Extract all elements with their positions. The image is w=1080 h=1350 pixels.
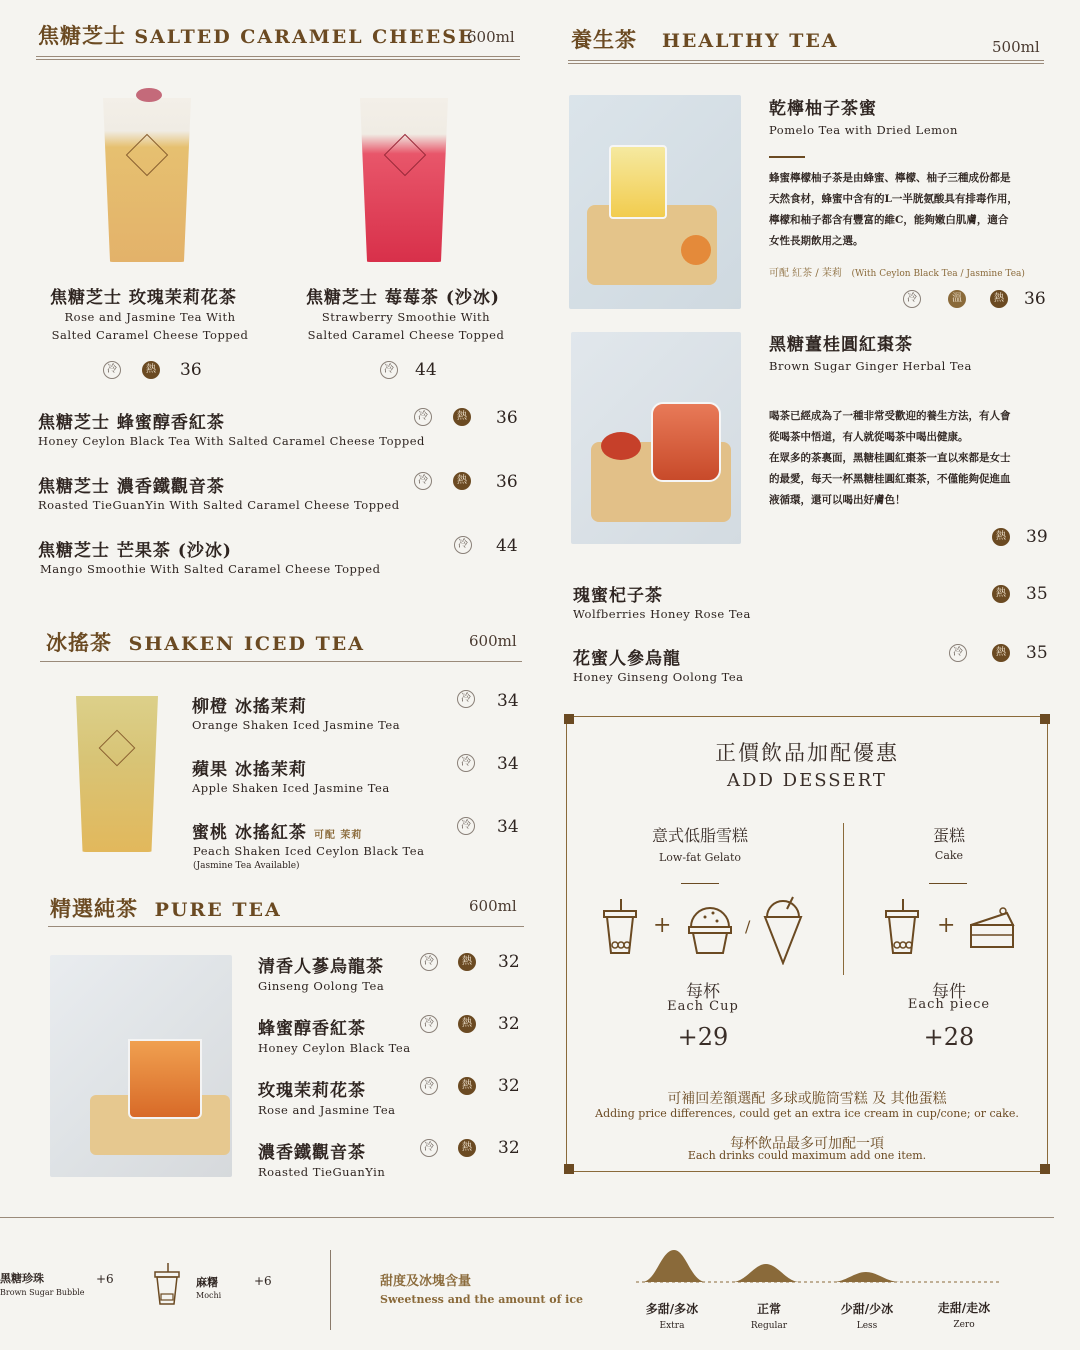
item-name-en: Salted Caramel Cheese Topped [51, 328, 249, 342]
cold-icon: 冷 [457, 754, 475, 772]
dessert-note2-zh: 每杯飲品最多可加配一項 [730, 1136, 884, 1152]
item-price: 34 [497, 817, 519, 837]
item-price: 32 [498, 1076, 520, 1096]
salted-title-zh: 焦糖芝士 [38, 23, 126, 48]
plus-sign: + [937, 913, 956, 938]
item-name-zh: 焦糖芝士 玫瑰茉莉花茶 [50, 288, 237, 308]
healthy-title-en: HEALTHY TEA [661, 30, 839, 52]
sweetness-title-en: Sweetness and the amount of ice [380, 1293, 584, 1306]
item-name-zh [192, 818, 362, 843]
shaken-title-en: SHAKEN ICED TEA [128, 633, 365, 655]
bubble-name-zh: 黑糖珍珠 [0, 1272, 44, 1285]
desc-line: 液循環，還可以喝出好膚色！ [769, 494, 906, 506]
level-less-en: Less [856, 1321, 878, 1331]
cold-icon: 冷 [420, 953, 438, 971]
brown-name-zh: 黑糖薑桂圓紅棗茶 [769, 335, 913, 355]
pomelo-name-en: Pomelo Tea with Dried Lemon [769, 123, 958, 137]
dessert-note1-en: Adding price differences, could get an extra ice cream in cup/cone; or cake. [595, 1107, 1019, 1120]
healthy-divider [568, 60, 1044, 64]
extra-sweet-curve [642, 1250, 706, 1282]
item-name-en: Honey Ceylon Black Tea With Salted Caramel Cheese Topped [38, 434, 425, 448]
item-name-zh: 焦糖芝士 莓莓茶 (沙冰) [306, 288, 500, 308]
dried-lemon-image [681, 235, 711, 265]
dessert-title-en: ADD DESSERT [727, 770, 887, 791]
cold-icon: 冷 [420, 1139, 438, 1157]
gelato-name-en: Low-fat Gelato [658, 851, 742, 864]
regular-sweet-curve [732, 1264, 800, 1282]
warm-icon: 溫 [948, 290, 966, 308]
cake-name-zh: 蛋糕 [932, 826, 965, 845]
item-name-en: Peach Shaken Iced Ceylon Black Tea [193, 844, 425, 858]
option-en: (With Ceylon Black Tea / Jasmine Tea) [851, 269, 1025, 279]
pure-divider [48, 926, 524, 927]
footer-vertical-divider [330, 1250, 331, 1330]
pomelo-name-zh: 乾檸柚子茶蜜 [769, 99, 877, 119]
item-name-zh: 焦糖芝士 芒果茶 (沙冰) [38, 541, 232, 561]
cold-icon: 冷 [420, 1015, 438, 1033]
item-name-en: Mango Smoothie With Salted Caramel Cheese Topped [40, 562, 381, 576]
pure-title-zh: 精選純茶 [50, 896, 138, 921]
item-name-en: Salted Caramel Cheese Topped [307, 328, 505, 342]
cold-icon: 冷 [457, 690, 475, 708]
sweetness-title-zh: 甜度及冰塊含量 [380, 1274, 472, 1289]
cold-icon: 冷 [903, 290, 921, 308]
option-zh: 可配 紅茶 / 茉莉 [769, 268, 842, 279]
cold-icon: 冷 [414, 472, 432, 490]
pomelo-option [769, 264, 1025, 279]
cold-icon: 冷 [414, 408, 432, 426]
item-name-zh: 柳橙 冰搖茉莉 [192, 697, 307, 717]
item-price: 35 [1026, 584, 1048, 604]
item-name-en: Rose and Jasmine Tea With [64, 310, 236, 324]
corner-ornament [564, 1164, 574, 1174]
shaken-section-title [46, 627, 365, 657]
mochi-name-zh: 麻糬 [196, 1276, 218, 1289]
item-name-zh: 玫瑰茉莉花茶 [258, 1081, 366, 1101]
cold-icon: 冷 [380, 361, 398, 379]
healthy-section-title [571, 24, 839, 54]
slash-sign: / [745, 917, 751, 936]
item-name-en: Roasted TieGuanYin With Salted Caramel Cheese Topped [38, 498, 400, 512]
item-price: 32 [498, 1014, 520, 1034]
hot-icon: 熱 [458, 1077, 476, 1095]
mochi-price: +6 [254, 1274, 272, 1288]
level-zero-en: Zero [953, 1320, 975, 1330]
rose-petals-image [136, 88, 162, 102]
desc-line: 從喝茶中悟道，有人就從喝茶中喝出健康。 [769, 431, 969, 443]
brown-description [769, 406, 1051, 511]
corner-ornament [564, 714, 574, 724]
per-piece-zh: 每件 [932, 982, 966, 1002]
hot-icon: 熱 [453, 472, 471, 490]
hot-icon: 熱 [458, 1015, 476, 1033]
short-divider [929, 883, 967, 884]
level-extra-en: Extra [659, 1321, 685, 1331]
bubble-tea-cup-icon [881, 897, 923, 957]
level-regular-zh: 正常 [756, 1302, 781, 1316]
desc-line: 檸檬和柚子都含有豐富的維C，能夠嫩白肌膚，適合 [769, 214, 1009, 226]
item-name-en: Orange Shaken Iced Jasmine Tea [192, 718, 401, 732]
hot-icon: 熱 [990, 290, 1008, 308]
plus-sign: + [653, 913, 672, 938]
cold-icon: 冷 [103, 361, 121, 379]
level-less-zh: 少甜/少冰 [840, 1302, 894, 1316]
item-name-en: Wolfberries Honey Rose Tea [573, 607, 751, 621]
brown-sugar-tea-photo [571, 332, 741, 544]
item-name-en: Ginseng Oolong Tea [258, 979, 385, 993]
strawberry-cup-image [360, 98, 448, 262]
per-piece-en: Each piece [907, 997, 991, 1012]
pure-title-en: PURE TEA [154, 899, 282, 921]
cold-icon: 冷 [454, 536, 472, 554]
item-name-en: Roasted TieGuanYin [258, 1165, 386, 1179]
corner-ornament [1040, 1164, 1050, 1174]
tea-glass-image [128, 1039, 202, 1119]
bubble-price: +6 [96, 1272, 114, 1286]
item-price: 36 [496, 408, 518, 428]
hot-icon: 熱 [458, 1139, 476, 1157]
item-name-zh: 濃香鐵觀音茶 [258, 1143, 366, 1163]
caramel-rose-cup-image [103, 98, 191, 262]
item-name-zh: 焦糖芝士 蜂蜜醇香紅茶 [38, 413, 225, 433]
tea-glass-image [609, 145, 667, 219]
item-price: 39 [1026, 527, 1048, 547]
item-price: 35 [1026, 643, 1048, 663]
hot-icon: 熱 [992, 644, 1010, 662]
vertical-divider [843, 823, 844, 975]
dessert-title-zh: 正價飲品加配優惠 [715, 741, 899, 765]
item-price: 44 [496, 536, 518, 556]
cold-icon: 冷 [420, 1077, 438, 1095]
footer-divider [0, 1217, 1054, 1218]
item-name-en: Rose and Jasmine Tea [258, 1103, 396, 1117]
item-price: 34 [497, 691, 519, 711]
tea-glass-image [651, 402, 721, 482]
hot-icon: 熱 [458, 953, 476, 971]
desc-line: 的最愛，每天一杯黑糖桂圓紅棗茶，不僅能夠促進血 [769, 473, 1011, 485]
shaken-divider [40, 661, 522, 662]
per-piece-price: +28 [923, 1023, 975, 1051]
hot-icon: 熱 [453, 408, 471, 426]
short-divider [681, 883, 719, 884]
mochi-cup-icon [152, 1262, 182, 1306]
goji-berries-image [601, 432, 641, 460]
brown-name-en: Brown Sugar Ginger Herbal Tea [769, 359, 972, 373]
mochi-name-en: Mochi [196, 1291, 222, 1300]
salted-title-en: SALTED CARAMEL CHEESE [134, 26, 475, 48]
shaken-title-zh: 冰搖茶 [46, 630, 112, 655]
item-name-en: Strawberry Smoothie With [321, 310, 491, 324]
pure-section-title [50, 893, 282, 923]
salted-section-title [38, 20, 474, 50]
per-cup-price: +29 [677, 1023, 729, 1051]
item-name-zh: 蜂蜜醇香紅茶 [258, 1019, 366, 1039]
cold-icon: 冷 [949, 644, 967, 662]
desc-line: 天然食材，蜂蜜中含有的L一半胱氨酸具有排毒作用， [769, 193, 1018, 205]
salted-volume: 600ml [467, 28, 515, 46]
item-name-zh: 焦糖芝士 濃香鐵觀音茶 [38, 477, 225, 497]
desc-line: 女性長期飲用之選。 [769, 235, 864, 247]
item-price: 36 [180, 360, 202, 380]
item-name-zh: 蘋果 冰搖茉莉 [192, 760, 307, 780]
cake-slice-icon [967, 905, 1017, 951]
per-cup-en: Each Cup [667, 999, 739, 1014]
dessert-note1-zh: 可補回差額選配 多球或脆筒雪糕 及 其他蛋糕 [667, 1091, 947, 1107]
item-name-en: Apple Shaken Iced Jasmine Tea [192, 781, 390, 795]
item-price: 44 [415, 360, 437, 380]
item-price: 36 [496, 472, 518, 492]
less-sweet-curve [832, 1272, 900, 1282]
item-note-en: (Jasmine Tea Available) [193, 861, 300, 871]
dessert-note2-en: Each drinks could maximum add one item. [687, 1149, 927, 1162]
hot-icon: 熱 [992, 528, 1010, 546]
item-price: 32 [498, 1138, 520, 1158]
item-price: 32 [498, 952, 520, 972]
pomelo-description [769, 168, 1049, 252]
add-dessert-panel [566, 716, 1048, 1172]
hot-icon: 熱 [992, 585, 1010, 603]
cake-name-en: Cake [934, 849, 964, 862]
healthy-title-zh: 養生茶 [571, 27, 637, 52]
sweetness-level-chart [636, 1244, 1002, 1286]
bubble-tea-cup-icon [599, 897, 641, 957]
gelato-cup-icon [685, 901, 735, 955]
per-cup-zh: 每杯 [686, 982, 720, 1002]
level-zero-zh: 走甜/走冰 [937, 1301, 991, 1315]
item-name-zh: 花蜜人參烏龍 [573, 649, 681, 669]
item-price: 36 [1024, 289, 1046, 309]
item-name-zh-text: 蜜桃 冰搖紅茶 [192, 823, 307, 843]
item-name-en: Honey Ginseng Oolong Tea [573, 670, 744, 684]
level-extra-zh: 多甜/多冰 [645, 1302, 699, 1316]
pomelo-tea-photo [569, 95, 741, 309]
healthy-volume: 500ml [992, 38, 1040, 56]
hot-icon: 熱 [142, 361, 160, 379]
desc-line: 喝茶已經成為了一種非常受歡迎的養生方法，有人會 [769, 410, 1011, 422]
gelato-name-zh: 意式低脂雪糕 [651, 826, 748, 845]
item-price: 34 [497, 754, 519, 774]
level-regular-en: Regular [750, 1321, 788, 1331]
shaken-tea-cup-image [76, 696, 158, 852]
shaken-volume: 600ml [469, 632, 517, 650]
pure-volume: 600ml [469, 897, 517, 915]
salted-divider [36, 56, 520, 60]
item-note-zh: 可配 茉莉 [313, 830, 363, 841]
pure-tea-photo [50, 955, 232, 1177]
item-name-en: Honey Ceylon Black Tea [258, 1041, 411, 1055]
ice-cream-cone-icon [761, 893, 805, 965]
short-divider [769, 156, 805, 158]
item-name-zh: 瑰蜜杞子茶 [573, 586, 663, 606]
corner-ornament [1040, 714, 1050, 724]
desc-line: 在眾多的茶裏面，黑糖桂圓紅棗茶一直以來都是女士 [769, 452, 1011, 464]
desc-line: 蜂蜜檸檬柚子茶是由蜂蜜、檸檬、柚子三種成份都是 [769, 172, 1011, 184]
bubble-name-en: Brown Sugar Bubble [0, 1288, 85, 1297]
item-name-zh: 清香人蔘烏龍茶 [258, 957, 384, 977]
cold-icon: 冷 [457, 817, 475, 835]
